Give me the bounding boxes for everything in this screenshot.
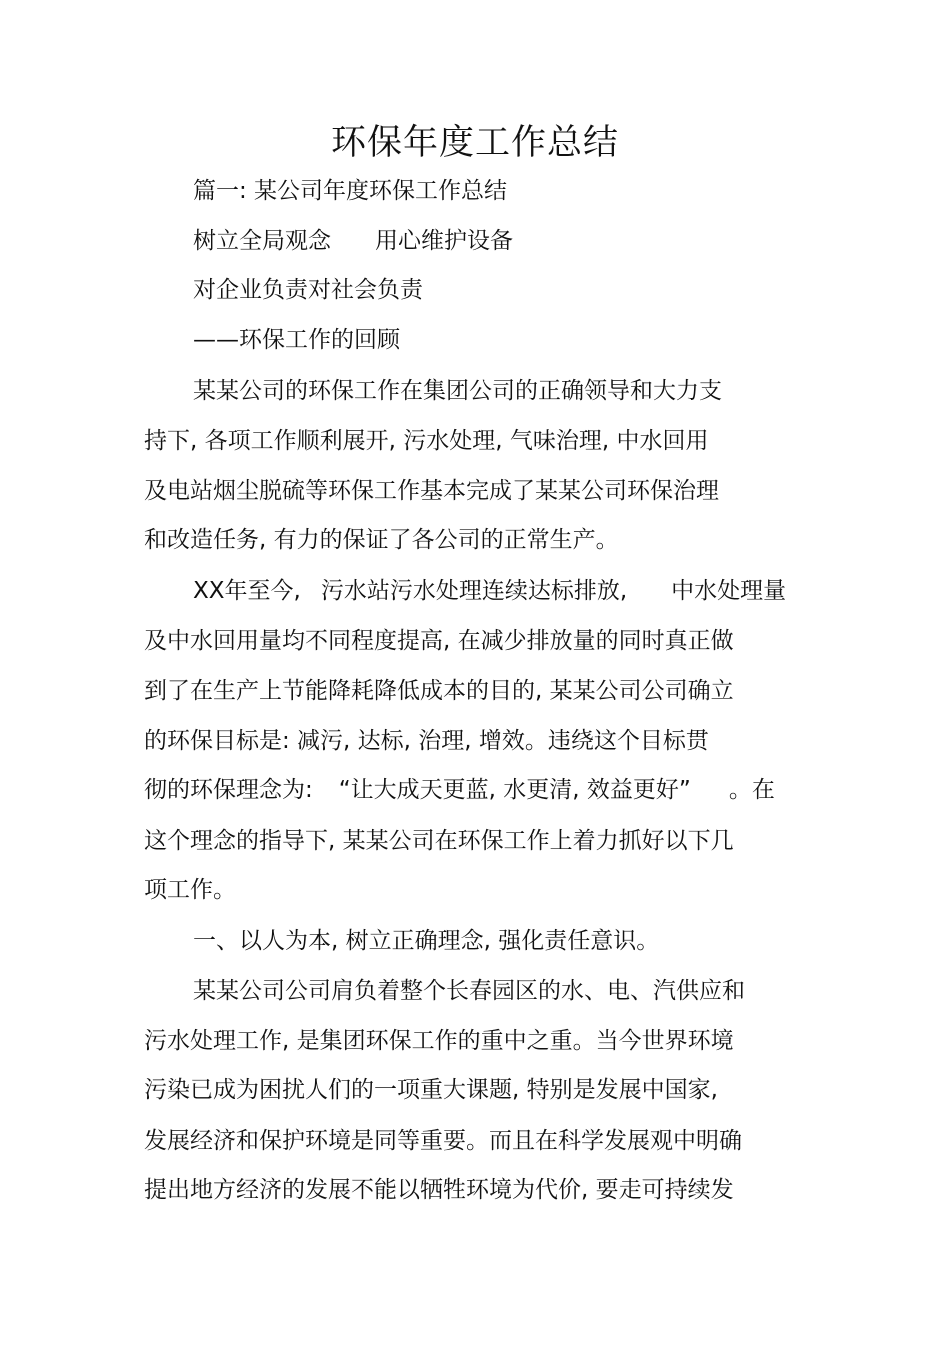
paragraph-line: 这个理念的指导下, 某某公司在环保工作上着力抓好以下几	[144, 828, 734, 854]
slogan-part-a: 树立全局观念	[193, 228, 331, 254]
paragraph-fragment: 污水站污水处理连续达标排放,	[320, 578, 628, 604]
paragraph-line: 及中水回用量均不同程度提高, 在减少排放量的同时真正做	[144, 628, 734, 654]
slogan-line-2: 对企业负责对社会负责	[193, 277, 423, 303]
paragraph-line: 到了在生产上节能降耗降低成本的目的, 某某公司公司确立	[144, 678, 734, 704]
paragraph-line: 某某公司公司肩负着整个长春园区的水、电、汽供应和	[193, 978, 745, 1004]
paragraph-line	[144, 773, 775, 807]
paragraph-fragment: 。在	[728, 777, 775, 803]
paragraph-line	[193, 574, 786, 608]
paragraph-fragment: 中水处理量	[671, 578, 787, 604]
paragraph-line: 发展经济和保护环境是同等重要。而且在科学发展观中明确	[144, 1128, 742, 1154]
paragraph-line: 持下, 各项工作顺利展开, 污水处理, 气味治理, 中水回用	[144, 428, 709, 454]
paragraph-fragment: XX年至今,	[193, 578, 301, 604]
paragraph-line: 某某公司的环保工作在集团公司的正确领导和大力支	[193, 378, 722, 404]
document-title: 环保年度工作总结	[330, 123, 619, 163]
quoted-motto: “让大成天更蓝, 水更清, 效益更好”	[338, 777, 691, 803]
paragraph-fragment: 彻的环保理念为:	[144, 777, 313, 803]
section-heading: 一、以人为本, 树立正确理念, 强化责任意识。	[193, 928, 660, 954]
slogan-part-b: 用心维护设备	[375, 228, 513, 254]
paragraph-line: 及电站烟尘脱硫等环保工作基本完成了某某公司环保治理	[144, 478, 719, 504]
subheading: 篇一: 某公司年度环保工作总结	[193, 178, 508, 204]
paragraph-line: 污染已成为困扰人们的一项重大课题, 特别是发展中国家,	[144, 1077, 718, 1103]
slogan-line-1	[193, 224, 513, 258]
paragraph-line: 提出地方经济的发展不能以牺牲环境为代价, 要走可持续发	[144, 1177, 734, 1203]
slogan-line-3: ——环保工作的回顾	[193, 327, 400, 353]
paragraph-line: 和改造任务, 有力的保证了各公司的正常生产。	[144, 527, 619, 553]
paragraph-line: 的环保目标是: 减污, 达标, 治理, 增效。违绕这个目标贯	[144, 728, 709, 754]
paragraph-line: 污水处理工作, 是集团环保工作的重中之重。当今世界环境	[144, 1028, 734, 1054]
paragraph-line: 项工作。	[144, 877, 236, 903]
